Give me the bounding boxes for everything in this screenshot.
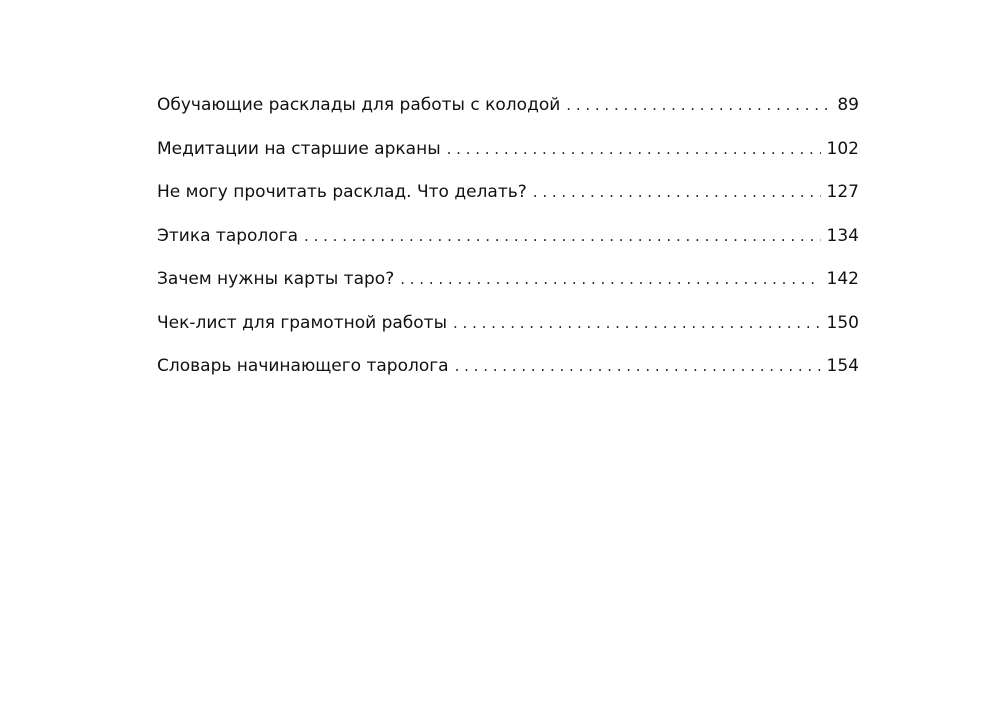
toc-dot-leader: [447, 136, 821, 162]
toc-entry-page: 150: [826, 312, 859, 333]
toc-dot-leader: [566, 92, 831, 118]
toc-entry-title: Медитации на старшие арканы: [157, 138, 441, 159]
toc-entry-page: 102: [826, 138, 859, 159]
toc-entry-page: 127: [826, 182, 859, 202]
toc-entry-title: Обучающие расклады для работы с колодой: [157, 95, 561, 115]
toc-entry-title: Этика таролога: [157, 225, 299, 246]
toc-entry[interactable]: [157, 179, 859, 223]
toc-entry-page: 154: [826, 356, 859, 376]
toc-entry-title: Словарь начинающего таролога: [157, 356, 449, 376]
toc-entry-page: 134: [826, 225, 859, 246]
toc-entry[interactable]: [157, 92, 859, 136]
toc-entry-title: Чек-лист для грамотной работы: [157, 312, 447, 333]
toc-dot-leader: [400, 266, 820, 292]
toc-dot-leader: [453, 310, 821, 336]
toc-entry[interactable]: [157, 310, 859, 354]
table-of-contents: [157, 92, 859, 397]
toc-dot-leader: [455, 353, 821, 379]
toc-entry-page: 89: [837, 95, 859, 115]
toc-entry[interactable]: [157, 223, 859, 267]
toc-entry-title: Не могу прочитать расклад. Что делать?: [157, 182, 527, 202]
toc-entry-page: 142: [826, 269, 859, 289]
toc-entry[interactable]: [157, 353, 859, 397]
toc-entry-title: Зачем нужны карты таро?: [157, 269, 395, 289]
toc-entry[interactable]: [157, 136, 859, 180]
toc-dot-leader: [304, 223, 821, 249]
toc-entry[interactable]: [157, 266, 859, 310]
toc-dot-leader: [533, 179, 821, 205]
